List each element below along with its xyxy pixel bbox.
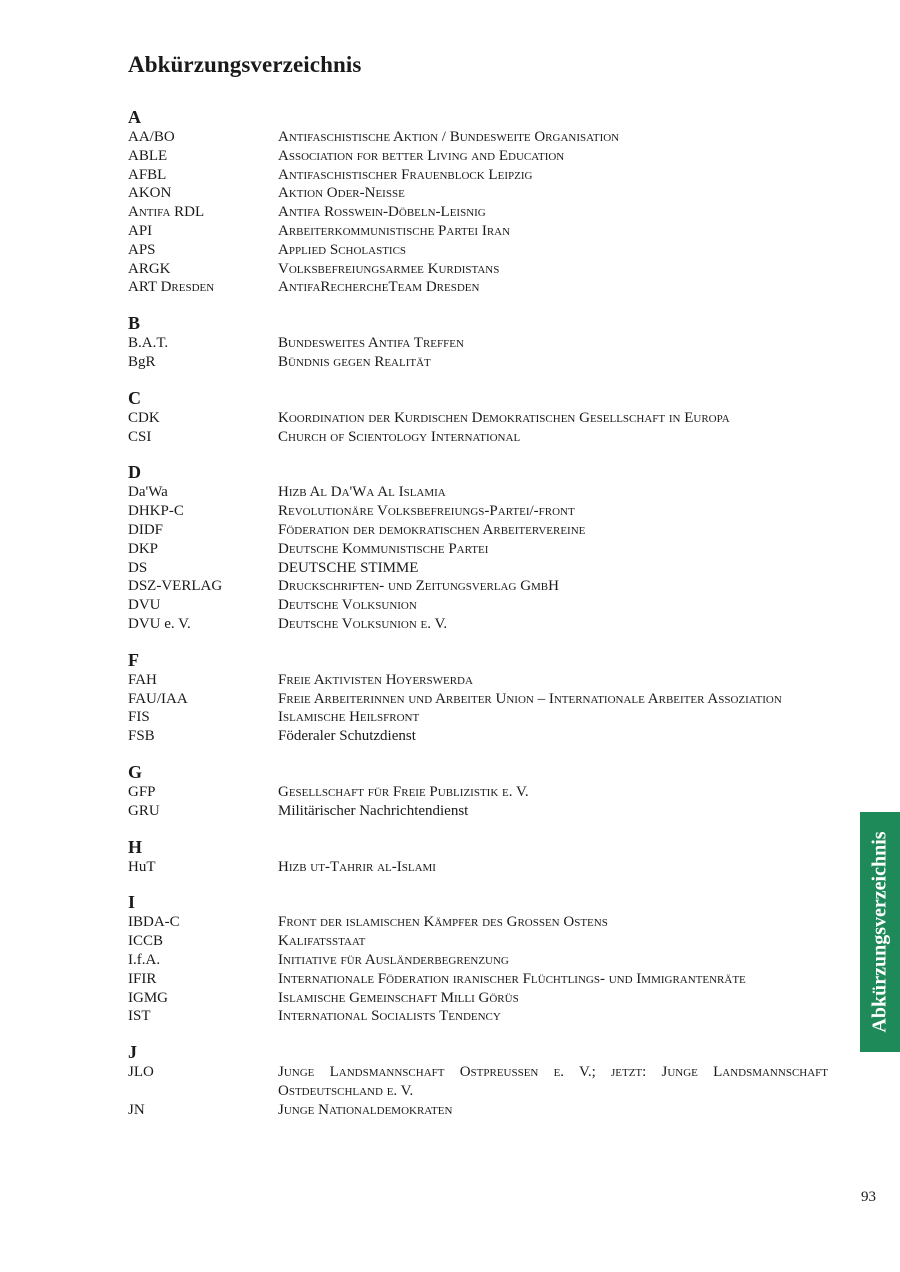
definition: Föderaler Schutzdienst <box>278 728 416 745</box>
section-f <box>128 649 828 746</box>
list-item <box>128 577 828 596</box>
abbreviation: FAH <box>128 671 157 688</box>
section-letter: B <box>128 313 141 334</box>
definition: Antifaschistische Aktion / Bundesweite Organisation <box>278 129 620 145</box>
definition: Druckschriften- und Zeitungsverlag GmbH <box>278 578 559 595</box>
list-item <box>128 727 828 746</box>
abbreviation: ARGK <box>128 260 171 277</box>
section-letter: D <box>128 462 141 483</box>
page-title: Abkürzungsverzeichnis <box>128 52 362 77</box>
list-item <box>128 278 828 297</box>
definition: Church of Scientology International <box>278 428 521 445</box>
list-item <box>128 1063 828 1101</box>
abbreviation: IFIR <box>128 970 157 987</box>
definition: Islamische Gemeinschaft Milli Görüs <box>278 989 519 1006</box>
abbreviation: I.f.A. <box>128 951 161 968</box>
section-d <box>128 461 828 633</box>
abbreviation: AFBL <box>128 166 167 183</box>
list-item <box>128 483 828 502</box>
abbreviation: DSZ-VERLAG <box>128 578 223 595</box>
section-b <box>128 312 828 372</box>
list-item <box>128 913 828 932</box>
section-letter: A <box>128 107 141 127</box>
list-item <box>128 671 828 690</box>
definition: Association for better Living and Education <box>278 147 565 164</box>
definition: Deutsche Volksunion e. V. <box>278 615 448 632</box>
abbreviation: GRU <box>128 802 160 819</box>
list-item <box>128 166 828 185</box>
abbreviation: GFP <box>128 783 156 800</box>
list-item <box>128 615 828 634</box>
section-i <box>128 891 828 1026</box>
section-c <box>128 387 828 447</box>
abbreviation: IST <box>128 1008 151 1025</box>
abbreviation: ICCB <box>128 933 164 950</box>
abbreviation: ART Dresden <box>128 279 215 296</box>
definition: Volksbefreiungsarmee Kurdistans <box>278 260 500 277</box>
definition: Front der islamischen Kämpfer des Großen Ostens <box>278 914 608 931</box>
definition: Revolutionäre Volksbefreiungs-Partei/-front <box>278 503 575 520</box>
definition: Militärischer Nachrichtendienst <box>278 802 469 819</box>
definition: Föderation der demokratischen Arbeitervereine <box>278 521 586 538</box>
definition: Gesellschaft für Freie Publizistik e. V. <box>278 783 529 800</box>
section-letter: C <box>128 387 141 408</box>
definition: AntifaRechercheTeam Dresden <box>278 279 480 296</box>
section-g <box>128 761 828 821</box>
list-item <box>128 334 828 353</box>
abbreviation: ABLE <box>128 147 168 164</box>
definition: Bündnis gegen Realität <box>278 353 431 370</box>
abbreviation: HuT <box>128 858 156 875</box>
definition: DEUTSCHE STIMME <box>278 559 419 576</box>
section-a <box>128 106 828 297</box>
abbreviation: JLO <box>128 1064 154 1081</box>
abbreviation: AKON <box>128 185 172 202</box>
list-item <box>128 409 828 428</box>
definition: Bundesweites Antifa Treffen <box>278 335 464 352</box>
abbreviation: DKP <box>128 540 159 557</box>
abbreviation: BgR <box>128 353 156 370</box>
definition: Hizb Al Da'Wa Al Islamia <box>278 484 446 501</box>
abbreviation: APS <box>128 241 156 258</box>
definition: Kalifatsstaat <box>278 933 366 950</box>
section-letter: H <box>128 836 143 857</box>
list-item <box>128 970 828 989</box>
definition: Freie Aktivisten Hoyerswerda <box>278 671 473 688</box>
definition: Internationale Föderation iranischer Flüchtlings- und Immigrantenräte <box>278 970 746 987</box>
section-letter: J <box>128 1042 137 1063</box>
abbreviation: CDK <box>128 409 160 426</box>
list-item <box>128 260 828 279</box>
abbreviation: JN <box>128 1101 145 1118</box>
abbreviation: IGMG <box>128 989 168 1006</box>
section-h <box>128 836 828 877</box>
definition: Deutsche Volksunion <box>278 597 417 614</box>
list-item <box>128 241 828 260</box>
abbreviation: AA/BO <box>128 129 175 145</box>
list-item <box>128 428 828 447</box>
definition: Junge Landsmannschaft Ostpreußen e. V.; jetzt: Junge Landsmannschaft Ostdeutschland e. V. <box>278 1064 828 1099</box>
abbreviation: FSB <box>128 728 155 745</box>
section-letter: G <box>128 761 143 782</box>
list-item <box>128 540 828 559</box>
definition: Initiative für Ausländerbegrenzung <box>278 951 509 968</box>
list-item <box>128 989 828 1008</box>
list-item <box>128 690 828 709</box>
definition: Applied Scholastics <box>278 241 407 258</box>
list-item <box>128 222 828 241</box>
definition: Antifaschistischer Frauenblock Leipzig <box>278 166 533 183</box>
list-item <box>128 951 828 970</box>
abbreviation: FIS <box>128 709 150 726</box>
list-item <box>128 932 828 951</box>
list-item <box>128 783 828 802</box>
section-letter: I <box>128 892 136 913</box>
list-item <box>128 1007 828 1026</box>
abbreviation: DHKP-C <box>128 503 184 520</box>
definition: Freie Arbeiterinnen und Arbeiter Union – Internationale Arbeiter Assoziation <box>278 690 782 707</box>
list-item <box>128 184 828 203</box>
section-letter: F <box>128 649 139 670</box>
abbreviation-list <box>128 106 828 1134</box>
definition: Aktion Oder-Neiße <box>278 185 405 202</box>
list-item <box>128 858 828 877</box>
list-item <box>128 502 828 521</box>
definition: Hizb ut-Tahrir al-Islami <box>278 858 436 875</box>
abbreviation: B.A.T. <box>128 335 169 352</box>
definition: Junge Nationaldemokraten <box>278 1101 453 1118</box>
list-item <box>128 128 828 147</box>
abbreviation: Antifa RDL <box>128 204 205 221</box>
definition: Deutsche Kommunistische Partei <box>278 540 489 557</box>
abbreviation: DVU e. V. <box>128 615 191 632</box>
section-j <box>128 1041 828 1119</box>
list-item <box>128 596 828 615</box>
definition: Arbeiterkommunistische Partei Iran <box>278 222 511 239</box>
list-item <box>128 353 828 372</box>
list-item <box>128 521 828 540</box>
definition: Antifa Roßwein-Döbeln-Leisnig <box>278 204 486 221</box>
definition: Koordination der Kurdischen Demokratischen Gesellschaft in Europa <box>278 409 730 426</box>
list-item <box>128 147 828 166</box>
abbreviation: API <box>128 222 153 239</box>
abbreviation: CSI <box>128 428 152 445</box>
page-number: 93 <box>861 1189 876 1205</box>
section-tab <box>860 812 900 1052</box>
abbreviation: DS <box>128 559 148 576</box>
abbreviation: FAU/IAA <box>128 690 188 707</box>
list-item <box>128 203 828 222</box>
section-tab-label: Abkürzungsverzeichnis <box>868 831 891 1033</box>
list-item <box>128 802 828 821</box>
definition: International Socialists Tendency <box>278 1008 501 1025</box>
abbreviation: Da'Wa <box>128 484 168 501</box>
list-item <box>128 708 828 727</box>
abbreviation: DVU <box>128 597 161 614</box>
list-item <box>128 1101 828 1120</box>
abbreviation: DIDF <box>128 521 164 538</box>
definition: Islamische Heilsfront <box>278 709 420 726</box>
list-item <box>128 559 828 578</box>
abbreviation: IBDA-C <box>128 914 180 931</box>
